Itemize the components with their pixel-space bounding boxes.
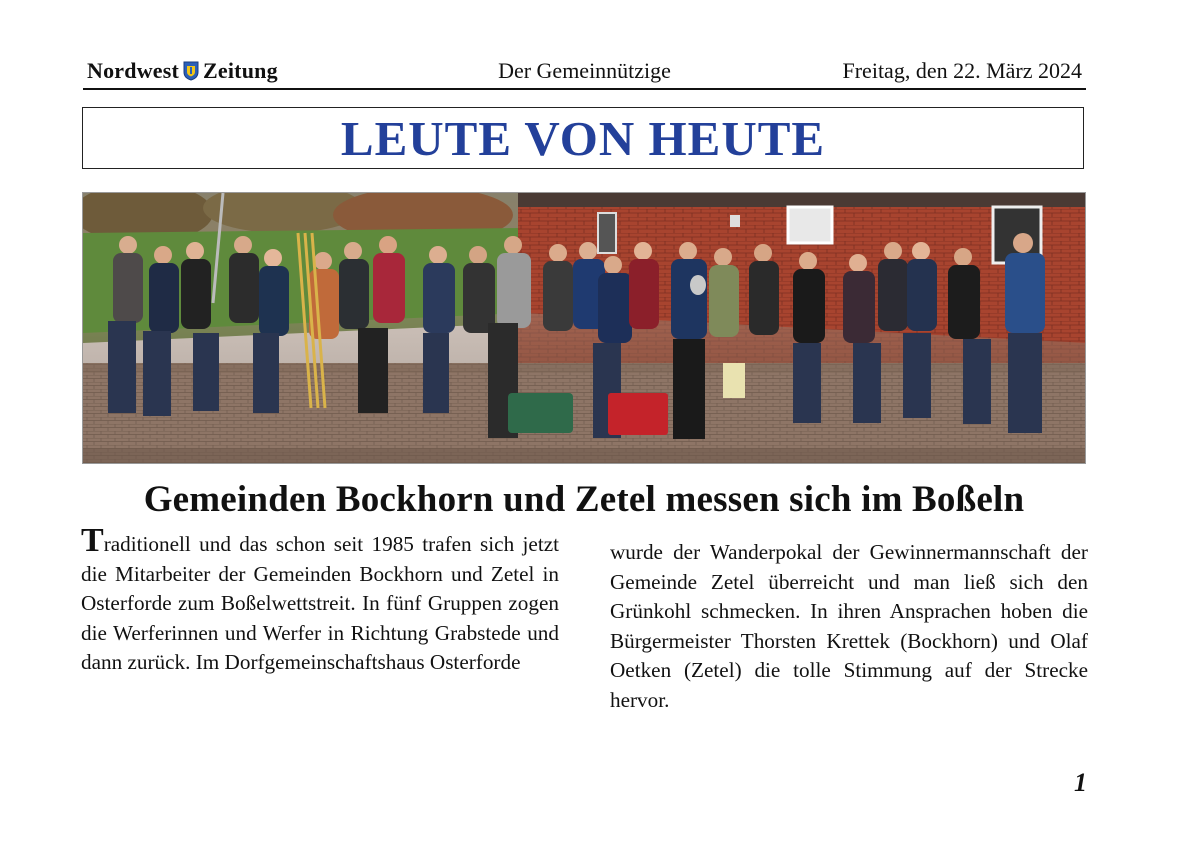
group-photo-illustration (83, 193, 1086, 464)
article-text-2: wurde der Wanderpokal der Gewinnermannschaft der Gemeinde Zetel überreicht und man ließ sich den Grünkohl schmecken. In ihren Ansprachen hoben die Bürgermeister Thorsten Krettek (Bockhorn) und Olaf Oetken (Zetel) die tolle Stimmung auf der Strecke hervor. (610, 540, 1088, 712)
drop-cap: T (81, 522, 104, 559)
article-headline: Gemeinden Bockhorn und Zetel messen sich im Boßeln (143, 479, 1025, 520)
article-column-1 (81, 522, 559, 678)
masthead-name-right: Zeitung (203, 58, 278, 83)
section-title: LEUTE VON HEUTE (340, 110, 826, 166)
group-photo (82, 192, 1086, 464)
masthead (87, 58, 278, 84)
article-text-1: raditionell und das schon seit 1985 trafen sich jetzt die Mitarbeiter der Gemeinden Bockhorn und Zetel in Osterforde zum Boßelwettstreit. In fünf Gruppen zogen die Werferinnen und Werfer in Richtung Grabstede und dann zurück. Im Dorfgemeinschaftshaus Osterforde (81, 532, 559, 675)
article-column-2 (610, 538, 1088, 716)
edition-title: Der Gemeinnützige (498, 58, 671, 83)
masthead-name-left: Nordwest (87, 58, 180, 83)
page-number: 1 (1074, 768, 1087, 797)
coat-of-arms-icon (183, 61, 199, 81)
issue-date: Freitag, den 22. März 2024 (842, 58, 1082, 83)
section-banner (82, 107, 1084, 169)
page-header (83, 58, 1086, 90)
